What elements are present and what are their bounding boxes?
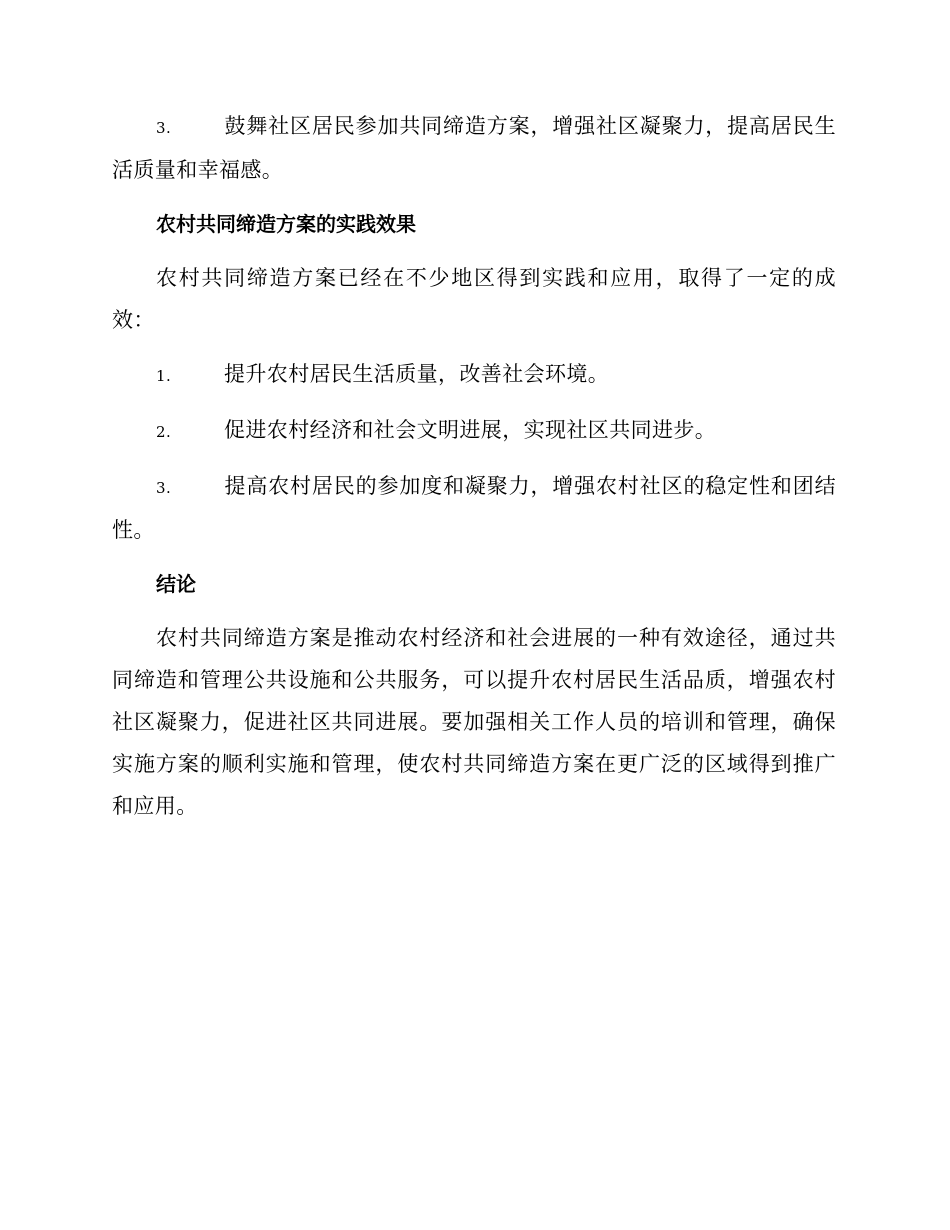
section-heading-conclusion: 结论 — [156, 572, 196, 596]
list-item — [112, 409, 836, 453]
list-number: 1. — [156, 367, 172, 385]
list-text: 促进农村经济和社会文明进展，实现社区共同进步。 — [224, 418, 717, 442]
list-item — [112, 105, 836, 191]
list-item — [112, 353, 836, 397]
list-text: 提升农村居民生活质量，改善社会环境。 — [224, 362, 610, 386]
list-item — [112, 465, 836, 551]
list-text: 鼓舞社区居民参加共同缔造方案，增强社区凝聚力，提高居民生活质量和幸福感。 — [112, 114, 836, 182]
section-heading-practice: 农村共同缔造方案的实践效果 — [156, 212, 416, 236]
document-page — [112, 105, 836, 827]
list-number: 2. — [156, 423, 172, 441]
conclusion-paragraph: 农村共同缔造方案是推动农村经济和社会进展的一种有效途径，通过共同缔造和管理公共设施和公共服务，可以提升农村居民生活品质，增强农村社区凝聚力，促进社区共同进展。要加强相关工作人员的培训和管理，确保实施方案的顺利实施和管理，使农村共同缔造方案在更广泛的区域得到推广和应用。 — [112, 626, 836, 818]
practice-intro-paragraph: 农村共同缔造方案已经在不少地区得到实践和应用，取得了一定的成效： — [112, 266, 836, 332]
list-text: 提高农村居民的参加度和凝聚力，增强农村社区的稳定性和团结性。 — [112, 474, 836, 542]
list-number: 3. — [156, 119, 172, 137]
list-number: 3. — [156, 479, 172, 497]
